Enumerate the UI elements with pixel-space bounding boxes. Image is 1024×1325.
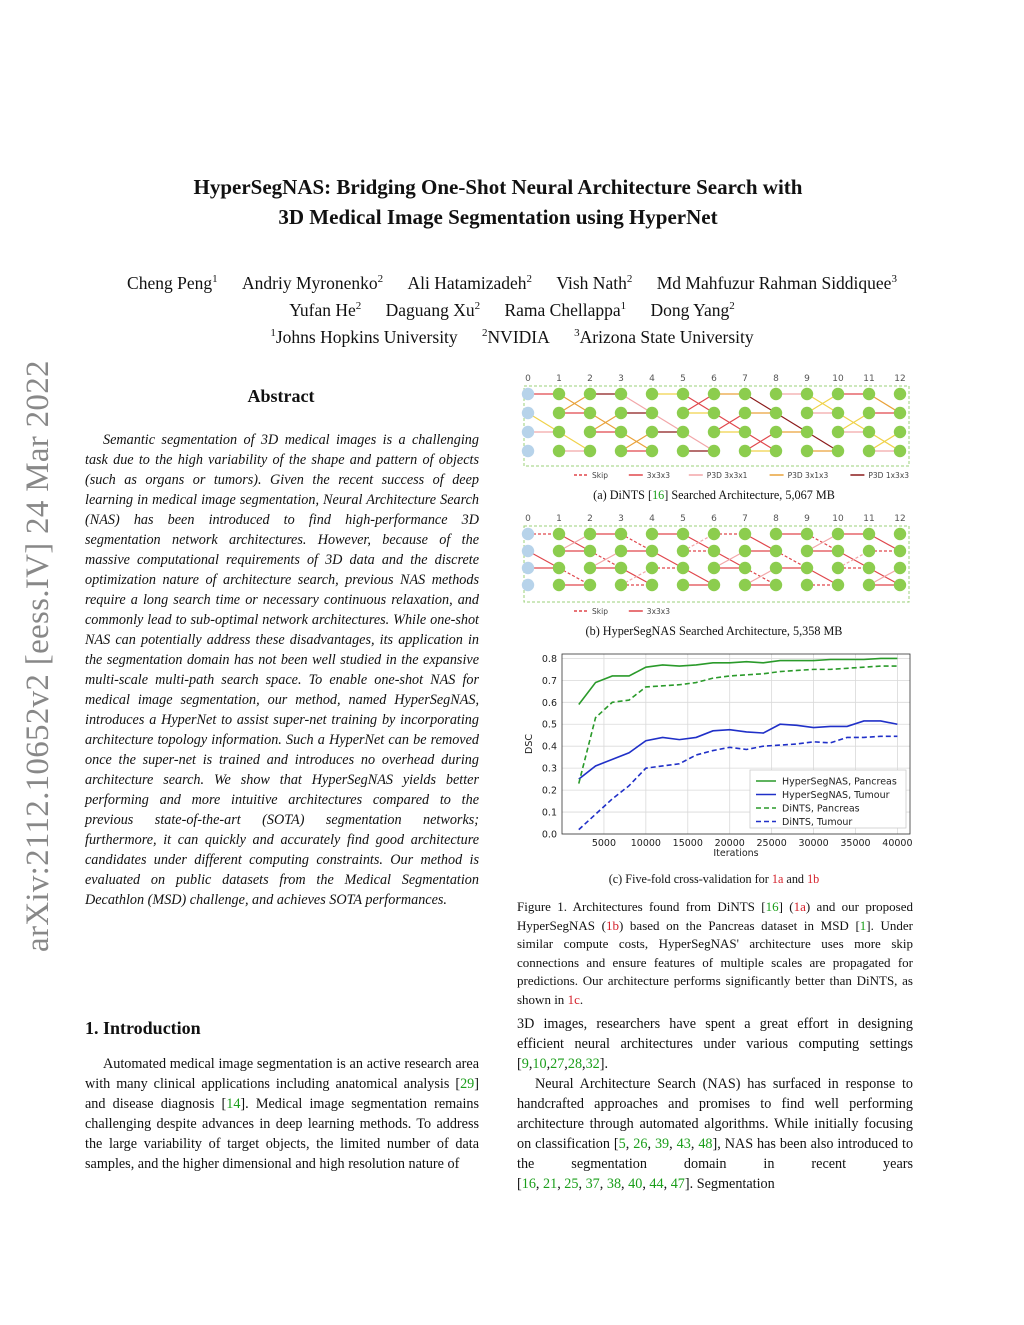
y-tick-label: 0.7: [541, 675, 557, 687]
section-heading-introduction: 1. Introduction: [85, 1018, 201, 1038]
x-axis-label: Iterations: [713, 848, 759, 859]
feature-node: [584, 426, 596, 438]
right-column-text: [517, 1014, 913, 1194]
feature-node: [708, 545, 720, 557]
feature-node: [615, 579, 627, 591]
arxiv-identifier: arXiv:2112.10652v2 [eess.IV] 24 Mar 2022: [20, 360, 56, 952]
author: Rama Chellappa$^1$: [504, 300, 627, 321]
feature-node: [553, 545, 565, 557]
x-tick-label: 20000: [714, 838, 745, 849]
feature-node: [739, 407, 751, 419]
y-tick-label: 0.0: [541, 829, 557, 841]
citation-link[interactable]: 16: [521, 1176, 536, 1192]
paragraph: Neural Architecture Search (NAS) has surfaced in response to handcrafted approaches and promises to find well performing architecture through automated algorithms. While initially focusing on classification [5, 26, 39, 43, 48], NAS has been also introduced to the segmentation domain in recent years [16, 21, 25, 37, 38, 40, 44, 47]. Segmentation: [517, 1076, 914, 1192]
citation-link[interactable]: 16: [765, 899, 779, 914]
feature-node: [863, 528, 875, 540]
layer-index-label: 8: [773, 514, 779, 524]
legend-label: Skip: [592, 471, 608, 480]
feature-node: [553, 426, 565, 438]
feature-node: [646, 579, 658, 591]
feature-node: [832, 407, 844, 419]
legend-label: P3D 1x3x3: [868, 471, 910, 480]
feature-node: [615, 426, 627, 438]
legend-label: P3D 3x3x1: [706, 471, 748, 480]
figure-ref-link[interactable]: 1b: [807, 872, 820, 886]
layer-index-label: 5: [680, 374, 686, 384]
layer-index-label: 0: [525, 514, 531, 524]
y-tick-label: 0.4: [541, 741, 557, 753]
paragraph: 3D images, researchers have spent a great effort in designing efficient neural architectures under various computing settings [9,10,27,28,32].: [517, 1016, 913, 1072]
citation-link[interactable]: 44: [649, 1176, 664, 1192]
feature-node: [553, 388, 565, 400]
legend-label: HyperSegNAS, Tumour: [782, 790, 890, 801]
x-tick-label: 10000: [630, 838, 661, 849]
feature-node: [863, 445, 875, 457]
feature-node: [894, 579, 906, 591]
citation-link[interactable]: 43: [676, 1136, 691, 1152]
layer-index-label: 3: [618, 374, 624, 384]
layer-index-label: 1: [556, 514, 562, 524]
author: Vish Nath$^2$: [556, 272, 633, 293]
legend-label: DiNTS, Pancreas: [782, 803, 860, 815]
feature-node: [677, 579, 689, 591]
citation-link[interactable]: 21: [543, 1176, 558, 1192]
feature-node: [615, 407, 627, 419]
layer-index-label: 2: [587, 374, 593, 384]
layer-index-label: 12: [894, 514, 906, 524]
feature-node: [677, 445, 689, 457]
feature-node: [770, 579, 782, 591]
citation-link[interactable]: 5: [618, 1136, 626, 1152]
feature-node: [894, 426, 906, 438]
feature-node: [894, 545, 906, 557]
x-tick-label: 5000: [591, 838, 617, 849]
feature-node: [739, 426, 751, 438]
feature-node: [739, 562, 751, 574]
feature-node: [832, 528, 844, 540]
dsc-line-chart: [522, 648, 914, 868]
citation-link[interactable]: 39: [654, 1136, 670, 1152]
feature-node: [770, 388, 782, 400]
feature-node: [646, 562, 658, 574]
layer-index-label: 11: [863, 514, 875, 524]
subcaption-b: (b) HyperSegNAS Searched Architecture, 5,358 MB: [585, 624, 843, 638]
feature-node: [832, 562, 844, 574]
feature-node: [739, 579, 751, 591]
feature-node: [863, 388, 875, 400]
feature-node: [708, 528, 720, 540]
affiliations: $^1$Johns Hopkins University $^2$NVIDIA $^3$Arizona State University: [270, 327, 754, 348]
feature-node: [863, 545, 875, 557]
figure-ref-link[interactable]: 1b: [605, 917, 619, 933]
layer-index-label: 6: [711, 374, 717, 384]
x-tick-label: 30000: [798, 838, 829, 849]
x-tick-label: 15000: [672, 838, 703, 849]
feature-node: [863, 407, 875, 419]
feature-node: [522, 445, 534, 457]
feature-node: [863, 562, 875, 574]
subcaption-a: (a) DiNTS [16] Searched Architecture, 5,067 MB: [593, 488, 835, 502]
hypersegnas-architecture-diagram: [514, 510, 914, 622]
y-tick-label: 0.3: [541, 763, 557, 775]
layer-index-label: 3: [618, 514, 624, 524]
feature-node: [801, 445, 813, 457]
legend-label: DiNTS, Tumour: [782, 817, 853, 828]
citation-link[interactable]: 40: [628, 1176, 643, 1192]
author: Andriy Myronenko$^2$: [242, 272, 384, 293]
legend-label: P3D 3x1x3: [787, 471, 829, 480]
feature-node: [894, 388, 906, 400]
citation-link[interactable]: 32: [585, 1056, 600, 1072]
feature-node: [522, 562, 534, 574]
x-tick-label: 25000: [756, 838, 787, 849]
y-tick-label: 0.6: [541, 697, 557, 709]
feature-node: [708, 407, 720, 419]
citation-link[interactable]: 1: [859, 917, 867, 933]
feature-node: [584, 445, 596, 457]
feature-node: [522, 545, 534, 557]
layer-index-label: 9: [804, 374, 810, 384]
feature-node: [894, 445, 906, 457]
feature-node: [770, 445, 782, 457]
citation-link[interactable]: 14: [226, 1096, 241, 1112]
feature-node: [646, 388, 658, 400]
feature-node: [646, 407, 658, 419]
citation-link[interactable]: 38: [606, 1176, 622, 1192]
legend-label: Skip: [592, 607, 608, 616]
feature-node: [615, 562, 627, 574]
feature-node: [584, 545, 596, 557]
layer-index-label: 10: [832, 374, 844, 384]
feature-node: [708, 445, 720, 457]
figure-ref-link[interactable]: 1a: [771, 872, 784, 886]
y-tick-label: 0.5: [541, 719, 557, 731]
abstract-heading: Abstract: [247, 386, 315, 406]
feature-node: [770, 426, 782, 438]
feature-node: [832, 445, 844, 457]
layer-index-label: 0: [525, 374, 531, 384]
citation-link[interactable]: 47: [670, 1176, 685, 1192]
feature-node: [615, 545, 627, 557]
subcaption-c: (c) Five-fold cross-validation for 1a and 1b: [608, 872, 820, 886]
feature-node: [739, 528, 751, 540]
feature-node: [584, 562, 596, 574]
feature-node: [646, 445, 658, 457]
layer-index-label: 10: [832, 514, 844, 524]
author: Daguang Xu$^2$: [385, 300, 481, 321]
feature-node: [522, 579, 534, 591]
feature-node: [677, 545, 689, 557]
feature-node: [801, 528, 813, 540]
layer-index-label: 4: [649, 514, 655, 524]
author-list: [60, 268, 964, 350]
feature-node: [522, 426, 534, 438]
author: Md Mahfuzur Rahman Siddiquee$^3$: [656, 272, 897, 293]
feature-node: [615, 528, 627, 540]
feature-node: [708, 426, 720, 438]
feature-node: [615, 445, 627, 457]
citation-link[interactable]: 10: [532, 1056, 547, 1072]
citation-link[interactable]: 27: [550, 1056, 565, 1072]
legend-label: HyperSegNAS, Pancreas: [782, 776, 897, 788]
feature-node: [646, 545, 658, 557]
x-tick-label: 40000: [882, 838, 913, 849]
feature-node: [646, 426, 658, 438]
feature-node: [863, 426, 875, 438]
feature-node: [677, 562, 689, 574]
legend-label: 3x3x3: [646, 471, 671, 480]
y-tick-label: 0.8: [541, 653, 557, 665]
abstract-text: Semantic segmentation of 3D medical images is a challenging task due to the high variability of the shape and pattern of objects (such as organs or tumors). Given the recent success of deep learning in medical image segmentation, Neural Architecture Search (NAS) has been introduced to find high-performance 3D segmentation network architectures. However, because of the massive computational requirements of 3D data and the discrete optimization nature of architecture search, previous NAS methods require a long search time or necessary continuous relaxation, and commonly lead to sub-optimal network architectures. While one-shot NAS can potentially address these disadvantages, its application in the segmentation domain has not been well studied in the expansive multi-scale multi-path search space. To enable one-shot NAS for medical image segmentation, our method, named HyperSegNAS, introduces a HyperNet to assist super-net training by incorporating architecture topology information. Such a HyperNet can be removed once the super-net is trained and introduces no overhead during architecture search. We show that HyperSegNAS yields better performing and more intuitive architectures compared to the previous state-of-the-art (SOTA) segmentation networks; furthermore, it can quickly and accurately find good architecture candidates under different computing constraints. Our method is evaluated on public datasets from the Medical Segmentation Decathlon (MSD) challenge, and achieves SOTA performances.: [85, 432, 479, 908]
feature-node: [677, 528, 689, 540]
feature-node: [801, 562, 813, 574]
feature-node: [739, 445, 751, 457]
feature-node: [553, 445, 565, 457]
feature-node: [553, 562, 565, 574]
feature-node: [739, 545, 751, 557]
feature-node: [832, 545, 844, 557]
figure-ref-link[interactable]: 1a: [793, 899, 806, 914]
author: Ali Hatamizadeh$^2$: [407, 272, 533, 293]
feature-node: [584, 407, 596, 419]
layer-index-label: 1: [556, 374, 562, 384]
layer-index-label: 9: [804, 514, 810, 524]
layer-index-label: 4: [649, 374, 655, 384]
feature-node: [522, 388, 534, 400]
layer-index-label: 8: [773, 374, 779, 384]
layer-index-label: 7: [742, 374, 748, 384]
feature-node: [615, 388, 627, 400]
feature-node: [708, 562, 720, 574]
feature-node: [801, 407, 813, 419]
feature-node: [770, 528, 782, 540]
feature-node: [894, 562, 906, 574]
author: Yufan He$^2$: [289, 300, 362, 321]
feature-node: [553, 579, 565, 591]
feature-node: [894, 528, 906, 540]
citation-link[interactable]: 25: [564, 1176, 579, 1192]
figure-caption: Figure 1. Architectures found from DiNTS [16] (1a) and our proposed HyperSegNAS (1b) based on the Pancreas dataset in MSD [1]. Under similar compute costs, HyperSegNAS' architecture uses more skip connections and ensure features of multiple scales are propagated for predictions. Our architecture performs significantly better than DiNTS, as shown in 1c.: [517, 899, 914, 1007]
citation-link[interactable]: 26: [633, 1136, 648, 1152]
author: Dong Yang$^2$: [650, 300, 735, 321]
feature-node: [801, 545, 813, 557]
feature-node: [584, 579, 596, 591]
y-tick-label: 0.2: [541, 785, 557, 797]
feature-node: [677, 407, 689, 419]
feature-node: [832, 426, 844, 438]
feature-node: [708, 388, 720, 400]
feature-node: [770, 407, 782, 419]
figure-ref-link[interactable]: 1c: [567, 991, 580, 1007]
citation-link[interactable]: 16: [652, 488, 665, 502]
feature-node: [770, 545, 782, 557]
series-line: [579, 658, 898, 704]
legend-label: 3x3x3: [646, 607, 671, 616]
y-tick-label: 0.1: [541, 807, 557, 819]
feature-node: [770, 562, 782, 574]
paper-title: [100, 172, 896, 232]
feature-node: [708, 579, 720, 591]
feature-node: [584, 388, 596, 400]
citation-link[interactable]: 37: [585, 1176, 600, 1192]
citation-link[interactable]: 48: [698, 1136, 713, 1152]
feature-node: [677, 388, 689, 400]
author: Cheng Peng$^1$: [127, 272, 218, 293]
feature-node: [553, 407, 565, 419]
layer-index-label: 2: [587, 514, 593, 524]
feature-node: [646, 528, 658, 540]
feature-node: [522, 407, 534, 419]
citation-link[interactable]: 28: [567, 1056, 583, 1072]
layer-index-label: 12: [894, 374, 906, 384]
feature-node: [894, 407, 906, 419]
feature-node: [832, 388, 844, 400]
title-line-2: 3D Medical Image Segmentation using HyperNet: [278, 205, 718, 229]
layer-index-label: 5: [680, 514, 686, 524]
layer-index-label: 6: [711, 514, 717, 524]
layer-index-label: 11: [863, 374, 875, 384]
citation-link[interactable]: 29: [460, 1076, 475, 1092]
feature-node: [584, 528, 596, 540]
feature-node: [863, 579, 875, 591]
y-axis-label: DSC: [524, 734, 535, 754]
feature-node: [739, 388, 751, 400]
feature-node: [677, 426, 689, 438]
title-line-1: HyperSegNAS: Bridging One-Shot Neural Architecture Search with: [193, 175, 803, 199]
intro-paragraph: Automated medical image segmentation is an active research area with many clinical applications including anatomical analysis [29] and disease diagnosis [14]. Medical image segmentation remains challenging despite advances in deep learning methods. To address the large variability of target objects, the limited number of data samples, and the higher dimensional and high resolution nature of: [85, 1056, 479, 1172]
feature-node: [522, 528, 534, 540]
feature-node: [553, 528, 565, 540]
layer-index-label: 7: [742, 514, 748, 524]
dints-architecture-diagram: [514, 370, 914, 490]
feature-node: [832, 579, 844, 591]
citation-link[interactable]: 9: [521, 1056, 529, 1072]
feature-node: [801, 388, 813, 400]
feature-node: [801, 579, 813, 591]
x-tick-label: 35000: [840, 838, 871, 849]
feature-node: [801, 426, 813, 438]
